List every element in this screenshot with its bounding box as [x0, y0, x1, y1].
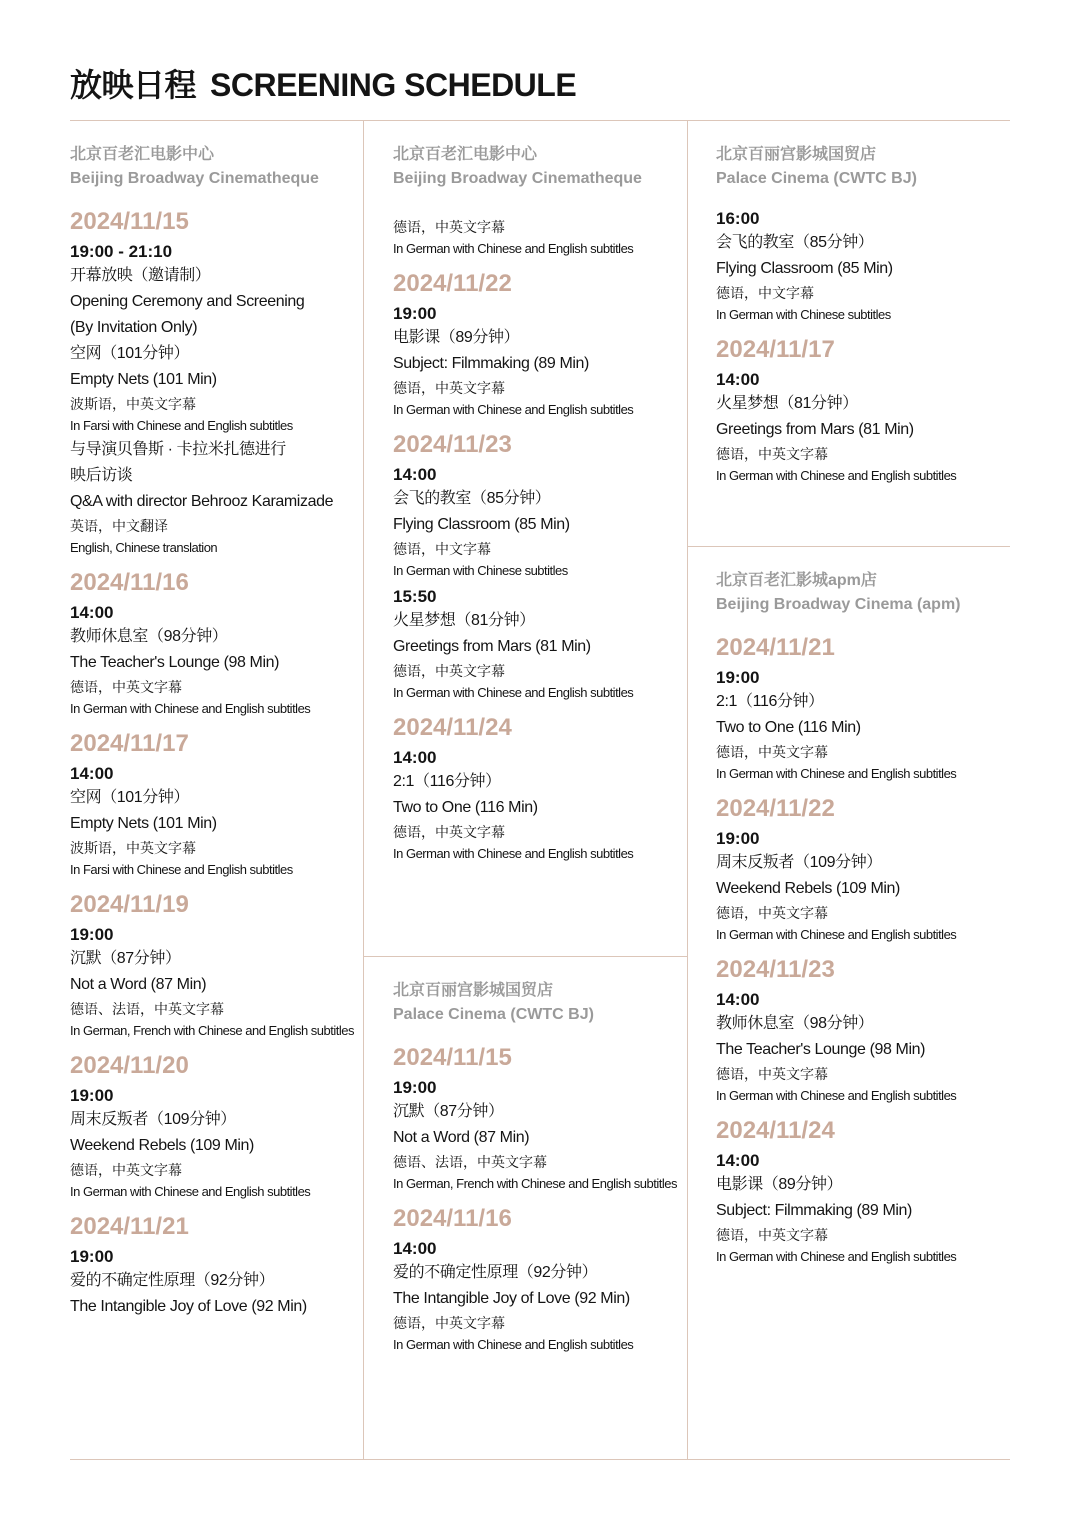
date-heading: 2024/11/24	[393, 714, 512, 741]
showtime: 19:00	[393, 1078, 437, 1097]
showtime: 14:00	[716, 990, 760, 1009]
qa-language-en: English, Chinese translation	[70, 540, 218, 555]
date-heading: 2024/11/16	[70, 569, 189, 596]
subtitle-note-en: In German with Chinese and English subtitles	[393, 402, 634, 417]
film-title-line: 爱的不确定性原理（92分钟）	[393, 1264, 598, 1281]
subtitle-note-en: In German with Chinese and English subtitles	[70, 701, 311, 716]
date-heading: 2024/11/15	[393, 1044, 512, 1071]
subtitle-note-cn: 德语，中英文字幕	[716, 905, 828, 921]
showtime: 14:00	[393, 748, 437, 767]
showtime: 19:00	[70, 1247, 114, 1266]
film-title-line: 教师休息室（98分钟）	[70, 628, 228, 645]
film-title-line: Subject: Filmmaking (89 Min)	[393, 355, 589, 372]
film-title-line: Weekend Rebels (109 Min)	[716, 880, 900, 897]
subtitle-note-cn: 德语，中英文字幕	[70, 1162, 182, 1178]
showtime: 14:00	[716, 1151, 760, 1170]
film-title-line: Weekend Rebels (109 Min)	[70, 1137, 254, 1154]
film-title-line: 空网（101分钟）	[70, 789, 190, 806]
title-en: SCREENING SCHEDULE	[210, 67, 577, 103]
subtitle-note-en: In German with Chinese subtitles	[716, 307, 891, 322]
subtitle-note-en: In German with Chinese and English subtitles	[393, 846, 634, 861]
film-title-line: 教师休息室（98分钟）	[716, 1015, 874, 1032]
film-title-line: 火星梦想（81分钟）	[393, 612, 535, 629]
showtime: 14:00	[716, 370, 760, 389]
film-title-line: 会飞的教室（85分钟）	[393, 490, 551, 507]
subtitle-note-cn: 德语，中文字幕	[393, 541, 491, 557]
subtitle-note-en: In German with Chinese and English subtitles	[70, 1184, 311, 1199]
subtitle-note-en: In German with Chinese and English subtitles	[716, 927, 957, 942]
subtitle-note-en: In German with Chinese and English subtitles	[716, 468, 957, 483]
film-title-line: Not a Word (87 Min)	[393, 1129, 530, 1146]
film-title-line: Opening Ceremony and Screening	[70, 293, 305, 310]
subtitle-note-cn: 德语，中英文字幕	[716, 1227, 828, 1243]
film-title-line: 开幕放映（邀请制）	[70, 267, 211, 284]
subtitle-note-en: In German with Chinese and English subtitles	[716, 1249, 957, 1264]
showtime: 19:00	[716, 668, 760, 687]
date-heading: 2024/11/15	[70, 208, 189, 235]
venue-name-en: Palace Cinema (CWTC BJ)	[716, 170, 917, 187]
showtime: 14:00	[70, 764, 114, 783]
subtitle-note-en: In Farsi with Chinese and English subtitles	[70, 862, 293, 877]
subtitle-note-cn: 波斯语，中英文字幕	[70, 840, 196, 856]
film-title-line: The Intangible Joy of Love (92 Min)	[393, 1290, 630, 1307]
subtitle-note-cn: 德语，中文字幕	[716, 285, 814, 301]
venue-name-en: Beijing Broadway Cinematheque	[70, 170, 319, 187]
venue-schedule-col3-bottom	[716, 546, 1016, 1268]
film-title-line: 周末反叛者（109分钟）	[70, 1111, 236, 1128]
film-title-line: Not a Word (87 Min)	[70, 976, 207, 993]
subtitle-note-cn: 德语，中英文字幕	[393, 219, 505, 235]
film-title-line: Empty Nets (101 Min)	[70, 815, 217, 832]
film-title-line: 火星梦想（81分钟）	[716, 395, 858, 412]
subtitle-note-en: In German with Chinese and English subtitles	[716, 766, 957, 781]
film-title-line: 2:1（116分钟）	[393, 773, 501, 790]
venue-name-cn: 北京百丽宫影城国贸店	[393, 982, 554, 999]
subtitle-note-en: In German, French with Chinese and English subtitles	[70, 1023, 354, 1038]
date-heading: 2024/11/21	[716, 634, 835, 661]
film-title-line: The Teacher's Lounge (98 Min)	[70, 654, 280, 671]
film-title-line: Two to One (116 Min)	[393, 799, 538, 816]
film-title-line: 爱的不确定性原理（92分钟）	[70, 1272, 275, 1289]
subtitle-note-cn: 德语，中英文字幕	[716, 1066, 828, 1082]
film-title-line: Subject: Filmmaking (89 Min)	[716, 1202, 912, 1219]
venue-name-cn: 北京百老汇电影中心	[70, 146, 215, 163]
subtitle-note-en: In German, French with Chinese and English subtitles	[393, 1176, 677, 1191]
subtitle-note-cn: 德语，中英文字幕	[393, 663, 505, 679]
date-heading: 2024/11/24	[716, 1117, 835, 1144]
film-title-line: The Teacher's Lounge (98 Min)	[716, 1041, 926, 1058]
date-heading: 2024/11/23	[716, 956, 835, 983]
subtitle-note-en: In Farsi with Chinese and English subtitles	[70, 418, 293, 433]
subtitle-note-en: In German with Chinese subtitles	[393, 563, 568, 578]
subtitle-note-cn: 波斯语，中英文字幕	[70, 396, 196, 412]
venue-name-en: Beijing Broadway Cinema (apm)	[716, 596, 961, 613]
venue-schedule-col3-top	[716, 120, 1016, 487]
film-title-line: 周末反叛者（109分钟）	[716, 854, 882, 871]
film-title-line: Flying Classroom (85 Min)	[393, 516, 570, 533]
date-heading: 2024/11/16	[393, 1205, 512, 1232]
showtime: 19:00	[393, 304, 437, 323]
page-title	[70, 66, 576, 104]
film-title-line: The Intangible Joy of Love (92 Min)	[70, 1298, 307, 1315]
subtitle-note-cn: 德语，中英文字幕	[393, 824, 505, 840]
film-title-line: 电影课（89分钟）	[716, 1176, 843, 1193]
qa-language-cn: 英语，中文翻译	[70, 518, 168, 534]
qa-line: 与导演贝鲁斯 · 卡拉米扎德进行	[70, 441, 286, 458]
venue-name-en: Beijing Broadway Cinematheque	[393, 170, 642, 187]
subtitle-note-en: In German with Chinese and English subtitles	[393, 685, 634, 700]
date-heading: 2024/11/17	[70, 730, 189, 757]
venue-name-cn: 北京百老汇影城apm店	[716, 572, 877, 589]
date-heading: 2024/11/22	[716, 795, 835, 822]
showtime: 14:00	[70, 603, 114, 622]
film-title-line: Greetings from Mars (81 Min)	[393, 638, 591, 655]
subtitle-note-en: In German with Chinese and English subtitles	[393, 241, 634, 256]
date-heading: 2024/11/17	[716, 336, 835, 363]
venue-schedule-col2-top	[393, 120, 693, 865]
venue-name-cn: 北京百丽宫影城国贸店	[716, 146, 877, 163]
showtime: 16:00	[716, 209, 760, 228]
subtitle-note-cn: 德语，中英文字幕	[393, 1315, 505, 1331]
film-title-line: Flying Classroom (85 Min)	[716, 260, 893, 277]
showtime: 19:00	[716, 829, 760, 848]
showtime: 19:00	[70, 925, 114, 944]
showtime: 19:00	[70, 1086, 114, 1105]
film-title-line: 沉默（87分钟）	[70, 950, 181, 967]
film-title-line: 空网（101分钟）	[70, 345, 190, 362]
subtitle-note-cn: 德语，中英文字幕	[716, 446, 828, 462]
film-title-line: (By Invitation Only)	[70, 319, 198, 336]
film-title-line: 会飞的教室（85分钟）	[716, 234, 874, 251]
venue-name-cn: 北京百老汇电影中心	[393, 146, 538, 163]
showtime: 15:50	[393, 587, 437, 606]
film-title-line: Greetings from Mars (81 Min)	[716, 421, 914, 438]
showtime: 14:00	[393, 1239, 437, 1258]
subtitle-note-en: In German with Chinese and English subtitles	[716, 1088, 957, 1103]
qa-line: Q&A with director Behrooz Karamizade	[70, 493, 334, 510]
subtitle-note-cn: 德语，中英文字幕	[393, 380, 505, 396]
subtitle-note-cn: 德语，中英文字幕	[70, 679, 182, 695]
bottom-divider	[70, 1459, 1010, 1460]
film-title-line: Two to One (116 Min)	[716, 719, 861, 736]
venue-schedule-col2-bottom	[393, 956, 693, 1356]
date-heading: 2024/11/22	[393, 270, 512, 297]
subtitle-note-cn: 德语、法语，中英文字幕	[70, 1001, 224, 1017]
film-title-line: 2:1（116分钟）	[716, 693, 824, 710]
date-heading: 2024/11/20	[70, 1052, 189, 1079]
date-heading: 2024/11/23	[393, 431, 512, 458]
title-cn: 放映日程	[70, 67, 197, 103]
venue-name-en: Palace Cinema (CWTC BJ)	[393, 1006, 594, 1023]
film-title-line: Empty Nets (101 Min)	[70, 371, 217, 388]
film-title-line: 电影课（89分钟）	[393, 329, 520, 346]
film-title-line: 沉默（87分钟）	[393, 1103, 504, 1120]
subtitle-note-cn: 德语、法语，中英文字幕	[393, 1154, 547, 1170]
date-heading: 2024/11/19	[70, 891, 189, 918]
subtitle-note-en: In German with Chinese and English subtitles	[393, 1337, 634, 1352]
subtitle-note-cn: 德语，中英文字幕	[716, 744, 828, 760]
qa-line: 映后访谈	[70, 467, 133, 484]
showtime: 19:00 - 21:10	[70, 242, 173, 261]
venue-schedule-col1	[70, 120, 370, 1320]
showtime: 14:00	[393, 465, 437, 484]
date-heading: 2024/11/21	[70, 1213, 189, 1240]
